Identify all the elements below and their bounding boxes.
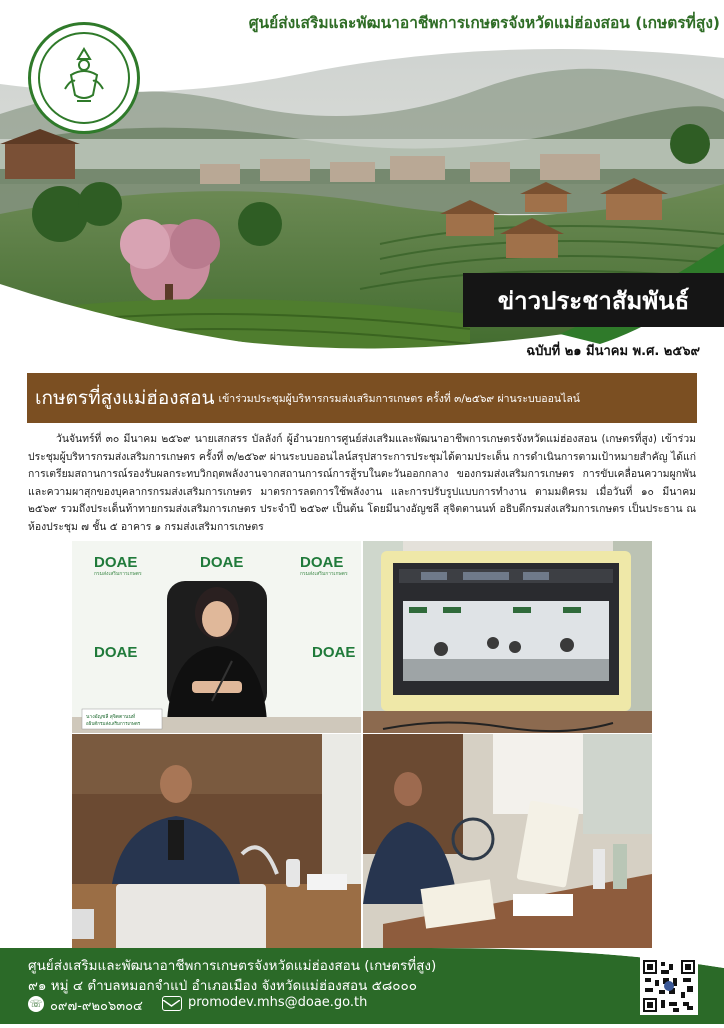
footer-org: ศูนย์ส่งเสริมและพัฒนาอาชีพการเกษตรจังหวัดแม่ฮ่องสอน (เกษตรที่สูง)	[28, 958, 437, 974]
footer-email[interactable]: promodev.mhs@doae.go.th	[188, 995, 368, 1010]
backdrop-logo-sub: กรมส่งเสริมการเกษตร	[94, 571, 142, 577]
photo-chairperson	[72, 541, 361, 733]
issue-date: ฉบับที่ ๒๑ มีนาคม พ.ศ. ๒๕๖๙	[526, 344, 700, 359]
header-title: ศูนย์ส่งเสริมและพัฒนาอาชีพการเกษตรจังหวัดแม่ฮ่องสอน (เกษตรที่สูง)	[248, 14, 720, 32]
backdrop-logo-sub: กรมส่งเสริมการเกษตร	[300, 571, 348, 577]
backdrop-logo: DOAE	[94, 644, 138, 661]
photo-director-desk	[72, 734, 361, 952]
photo-director-computer	[363, 734, 652, 952]
article-body: วันจันทร์ที่ ๓๐ มีนาคม ๒๕๖๙ นายเสกสรร บัลลังก์ ผู้อำนวยการศูนย์ส่งเสริมและพัฒนาอาชีพการเกษตรจังหวัดแม่ฮ่องสอน (เกษตรที่สูง) เข้าร่วมประชุมผู้บริหารกรมส่งเสริมการเกษตร ครั้งที่ ๓/๒๕๖๙ ผ่านระบบออนไลน์สรุปสาระการประชุมได้ตามประเด็น การดำเนินการตามเป้าหมายสำคัญ ได้แก่ การเตรียมสถานการณ์รองรับผลกระทบวิกฤตพลังงานจากสถานการณ์การสู้รบในตะวันออกกลาง ของกรมส่งเสริมการเกษตร การขับเคลื่อนความผูกพันและความผาสุกของบุคลากรกรมส่งเสริมการเกษตร มาตรการลดการใช้พลังงาน และการปรับรูปแบบการทำงาน ตามมติครม เมื่อวันที่ ๑๐ มีนาคม ๒๕๖๙ รวมถึงประเด็นท้าทายกรมส่งเสริมการเกษตร ประจำปี ๒๕๖๙ เป็นต้น โดยมีนางอัญชลี สุจิตตานนท์ อธิบดีกรมส่งเสริมการเกษตร เป็นประธาน ณ ห้องประชุม ๗ ชั้น ๕ อาคาร ๑ กรมส่งเสริมการเกษตร	[28, 433, 696, 533]
phone-icon: ☏	[28, 996, 44, 1012]
backdrop-logo: DOAE	[300, 554, 344, 571]
headline-sub: เข้าร่วมประชุมผู้บริหารกรมส่งเสริมการเกษตร ครั้งที่ ๓/๒๕๖๙ ผ่านระบบออนไลน์	[218, 392, 580, 405]
backdrop-logo: DOAE	[94, 554, 138, 571]
mail-icon	[162, 996, 182, 1011]
photo-video-conference-screen	[363, 541, 652, 733]
footer-phone: ๐๙๗-๙๒๐๖๓๐๔	[50, 999, 143, 1014]
nameplate-line2: อธิบดีกรมส่งเสริมการเกษตร	[86, 721, 141, 726]
qr-code[interactable]	[640, 957, 698, 1015]
headline-main: เกษตรที่สูงแม่ฮ่องสอน	[35, 387, 215, 409]
nameplate-line1: นางอัญชลี สุจิตตานนท์	[86, 714, 136, 720]
backdrop-logo: DOAE	[200, 554, 244, 571]
news-banner: ข่าวประชาสัมพันธ์	[463, 273, 724, 327]
doae-seal-logo	[28, 22, 140, 134]
headline-bar	[27, 373, 697, 423]
backdrop-logo: DOAE	[312, 644, 356, 661]
footer-address: ๙๑ หมู่ ๔ ตำบลหมอกจำแป่ อำเภอเมือง จังหวัดแม่ฮ่องสอน ๕๘๐๐๐	[28, 978, 417, 994]
